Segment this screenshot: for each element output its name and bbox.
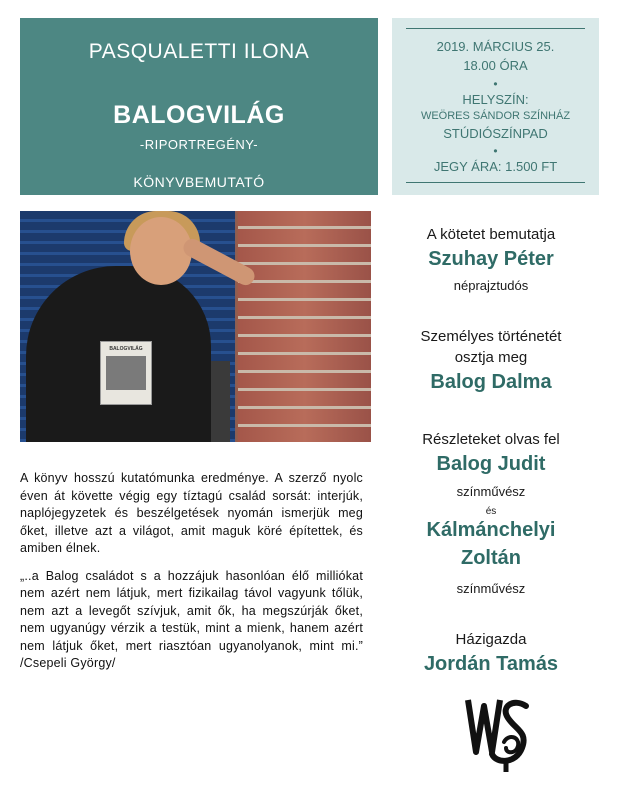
reader1-name: Balog Judit (436, 453, 546, 475)
brick-wall (238, 211, 371, 442)
quote-paragraph: „..a Balog családot s a hozzájuk hasonlóan élő milliókat nem azért nem látjuk, mert fizikailag távol vagyunk tőlük, nem azt a levegőt szívjuk, amit ők, ha megszúrják őket, nem ugyanúgy vérzik a testük, mint a mienk, hanem azért nem látjuk őket, mert riasztóan ugyanolyanok, mint mi.” /Csepeli György/ (20, 568, 363, 670)
book-title: BALOGVILÁG (113, 101, 285, 129)
description-text (20, 470, 363, 683)
separator-dot-2: • (493, 144, 498, 158)
ticket-price: JEGY ÁRA: 1.500 FT (433, 159, 558, 174)
author-photo (20, 211, 371, 442)
reader2-role: színművész (456, 581, 526, 596)
guest-intro-line1: Személyes történetét (420, 328, 562, 345)
venue-room: STÚDIÓSZÍNPAD (443, 126, 548, 141)
author-head (130, 217, 192, 285)
presenter-role: néprajztudós (453, 278, 529, 293)
theatre-logo-icon (462, 692, 534, 774)
reader1-role: színművész (456, 484, 526, 499)
event-info-box (392, 18, 599, 195)
description-paragraph: A könyv hosszú kutatómunka eredménye. A szerző nyolc éven át követte végig egy tíztagú család sorsát: interjúk, naplójegyzetek és beszélgetések nyomán ismerjük meg őket, illetve azt a világot, amit maguk köré építettek, és amiben élnek. (20, 471, 363, 555)
separator-dot-1: • (493, 77, 498, 91)
book-cover-photo (106, 356, 146, 390)
and-connector: és (485, 506, 497, 517)
book-cover (100, 341, 152, 405)
reader2-name-line1: Kálmánchelyi (426, 519, 556, 541)
presenter-intro: A kötetet bemutatja (426, 226, 556, 243)
host-label: Házigazda (455, 631, 527, 648)
guest-name: Balog Dalma (430, 371, 552, 393)
book-subtitle: -RIPORTREGÉNY- (139, 137, 259, 152)
host-name: Jordán Tamás (423, 653, 559, 675)
presenter-name: Szuhay Péter (428, 248, 554, 270)
reader-intro: Részleteket olvas fel (422, 431, 560, 448)
event-date: 2019. MÁRCIUS 25. (436, 39, 555, 54)
event-type: KÖNYVBEMUTATÓ (133, 174, 265, 190)
venue-label: HELYSZÍN: (462, 92, 529, 107)
event-time: 18.00 ÓRA (463, 58, 528, 73)
info-top-rule (406, 28, 585, 29)
book-cover-title: BALOGVILÁG (109, 346, 143, 352)
title-box (20, 18, 378, 195)
info-bottom-rule (406, 182, 585, 183)
guest-intro-line2: osztja meg (454, 349, 528, 366)
author-name: PASQUALETTI ILONA (88, 40, 310, 63)
venue-name: WEÖRES SÁNDOR SZÍNHÁZ (420, 110, 571, 122)
reader2-name-line2: Zoltán (461, 547, 521, 569)
